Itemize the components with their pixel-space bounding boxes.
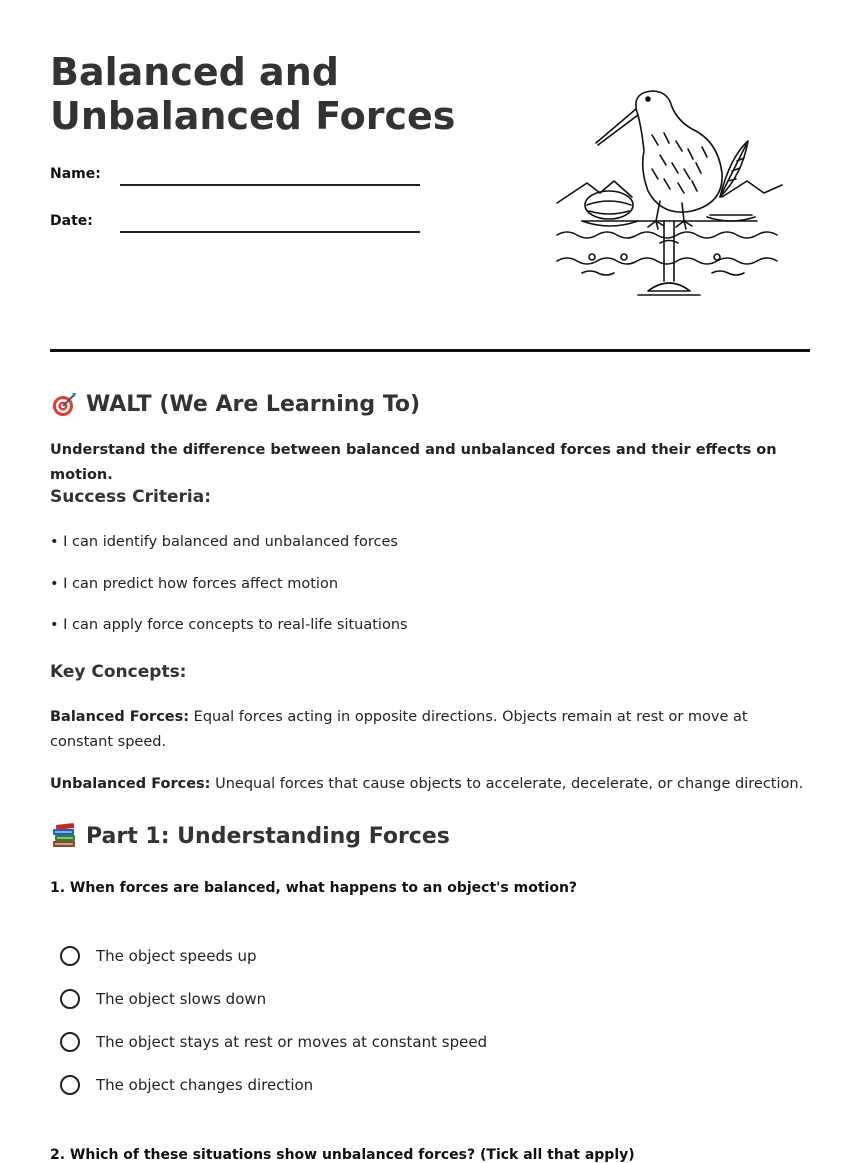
q1-option-3[interactable] bbox=[60, 1029, 487, 1055]
q1-option-2-radio[interactable] bbox=[60, 989, 80, 1009]
q1-option-3-label: The object stays at rest or moves at constant speed bbox=[96, 1033, 488, 1051]
page-title: Balanced and Unbalanced Forces bbox=[50, 50, 456, 138]
kiwi-balance-illustration bbox=[552, 85, 787, 300]
name-input-line[interactable] bbox=[120, 184, 420, 186]
q1-option-4-radio[interactable] bbox=[60, 1075, 80, 1095]
q1-option-3-radio[interactable] bbox=[60, 1032, 80, 1052]
success-criteria-item-2: • I can predict how forces affect motion bbox=[50, 576, 339, 592]
success-criteria-heading: Success Criteria: bbox=[50, 487, 212, 507]
walt-heading-text: WALT (We Are Learning To) bbox=[86, 391, 421, 417]
date-field-row bbox=[50, 213, 470, 241]
part1-heading-text: Part 1: Understanding Forces bbox=[86, 823, 450, 849]
unbalanced-forces-term: Unbalanced Forces: bbox=[50, 776, 211, 792]
target-icon bbox=[50, 390, 78, 418]
name-field-row bbox=[50, 166, 470, 194]
unbalanced-forces-text: Unequal forces that cause objects to accelerate, decelerate, or change direction. bbox=[210, 776, 804, 792]
books-icon bbox=[50, 822, 78, 850]
unbalanced-forces-definition bbox=[50, 772, 810, 797]
question-2: 2. Which of these situations show unbalanced forces? (Tick all that apply) bbox=[50, 1147, 635, 1163]
success-criteria-item-1: • I can identify balanced and unbalanced forces bbox=[50, 534, 398, 550]
q1-option-2-label: The object slows down bbox=[96, 990, 267, 1008]
part1-heading bbox=[50, 822, 450, 850]
q1-option-1-radio[interactable] bbox=[60, 946, 80, 966]
name-label: Name: bbox=[50, 166, 101, 182]
q1-option-1-label: The object speeds up bbox=[96, 947, 257, 965]
q1-option-2[interactable] bbox=[60, 986, 266, 1012]
walt-statement: Understand the difference between balanced and unbalanced forces and their effects on motion. bbox=[50, 442, 777, 483]
q1-option-1[interactable] bbox=[60, 943, 257, 969]
q1-option-4[interactable] bbox=[60, 1072, 313, 1098]
key-concepts-heading: Key Concepts: bbox=[50, 662, 187, 682]
date-label: Date: bbox=[50, 213, 93, 229]
date-input-line[interactable] bbox=[120, 231, 420, 233]
q1-option-4-label: The object changes direction bbox=[96, 1076, 314, 1094]
header-divider bbox=[50, 349, 810, 352]
balanced-forces-text: Equal forces acting in opposite directions. Objects remain at rest or move at constant speed. bbox=[50, 709, 748, 750]
success-criteria-item-3: • I can apply force concepts to real-life situations bbox=[50, 617, 408, 633]
balanced-forces-term: Balanced Forces: bbox=[50, 709, 190, 725]
question-1: 1. When forces are balanced, what happens to an object's motion? bbox=[50, 880, 578, 896]
balanced-forces-definition bbox=[50, 705, 790, 755]
walt-heading bbox=[50, 390, 420, 418]
